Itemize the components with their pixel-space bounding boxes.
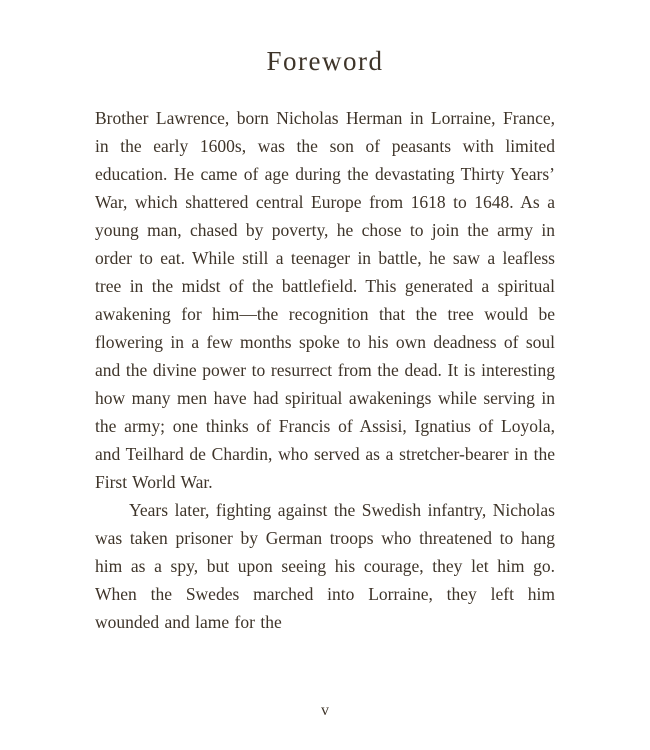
chapter-title: Foreword <box>266 46 384 76</box>
body-text <box>95 104 555 636</box>
paragraph-second: Years later, fighting against the Swedish infantry, Nicholas was taken prisoner by German troops who threatened to hang him as a spy, but upon seeing his courage, they let him go. When the Swedes marched into Lorraine, they left him wounded and lame for the <box>95 500 555 632</box>
page-number: v <box>321 702 329 719</box>
paragraph-first: Brother Lawrence, born Nicholas Herman in Lorraine, France, in the early 1600s, was the son of peasants with limited education. He came of age during the devastating Thirty Years’ War, which shattered central Europe from 1618 to 1648. As a young man, chased by poverty, he chose to join the army in order to eat. While still a teenager in battle, he saw a leafless tree in the midst of the battlefield. This generated a spiritual awakening for him—the recognition that the tree would be flowering in a few months spoke to his own deadness of soul and the divine power to resurrect from the dead. It is interesting how many men have had spiritual awakenings while serving in the army; one thinks of Francis of Assisi, Ignatius of Loyola, and Teilhard de Chardin, who served as a stretcher-bearer in the First World War. <box>95 108 555 492</box>
